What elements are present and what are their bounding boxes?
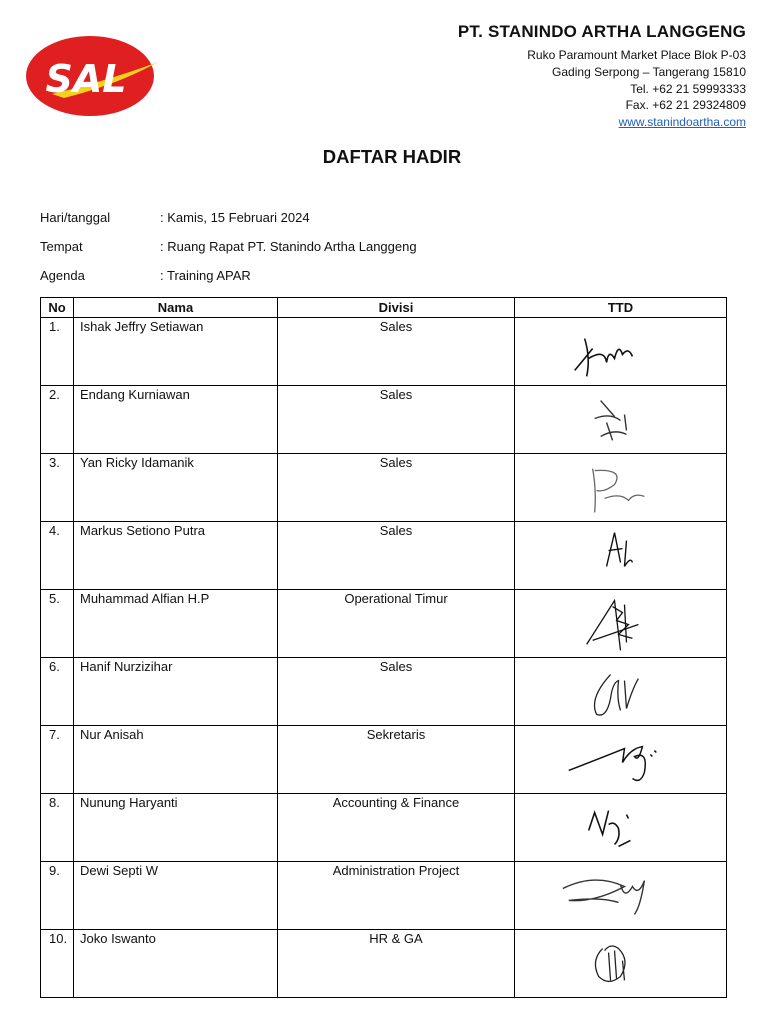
row-number: 6. <box>41 658 74 726</box>
company-address-1: Ruko Paramount Market Place Blok P-03 <box>527 48 746 62</box>
row-name: Hanif Nurzizihar <box>74 658 278 726</box>
row-number: 1. <box>41 318 74 386</box>
logo-text: SAL <box>45 57 127 101</box>
row-name: Joko Iswanto <box>74 930 278 998</box>
row-number: 2. <box>41 386 74 454</box>
row-number: 5. <box>41 590 74 658</box>
meeting-info-row <box>40 239 417 268</box>
company-header <box>458 22 746 131</box>
row-division: HR & GA <box>278 930 515 998</box>
header-ttd: TTD <box>515 298 727 318</box>
row-name: Yan Ricky Idamanik <box>74 454 278 522</box>
row-name: Endang Kurniawan <box>74 386 278 454</box>
signature-image <box>515 386 726 453</box>
company-tel: Tel. +62 21 59993333 <box>630 81 746 96</box>
table-row <box>41 658 727 726</box>
info-value-place: : Ruang Rapat PT. Stanindo Artha Langgeng <box>160 239 417 254</box>
row-division: Sales <box>278 318 515 386</box>
meeting-info-row <box>40 268 417 297</box>
row-name: Nunung Haryanti <box>74 794 278 862</box>
info-value-date: : Kamis, 15 Februari 2024 <box>160 210 310 225</box>
row-number: 3. <box>41 454 74 522</box>
row-name: Markus Setiono Putra <box>74 522 278 590</box>
row-division: Sales <box>278 658 515 726</box>
info-label-place: Tempat <box>40 239 83 254</box>
table-row <box>41 318 727 386</box>
header-nama: Nama <box>74 298 278 318</box>
signature-cell <box>515 522 727 590</box>
row-division: Sales <box>278 522 515 590</box>
row-number: 9. <box>41 862 74 930</box>
company-name: PT. STANINDO ARTHA LANGGENG <box>457 22 746 41</box>
row-number: 8. <box>41 794 74 862</box>
row-name: Nur Anisah <box>74 726 278 794</box>
row-division: Administration Project <box>278 862 515 930</box>
info-value-agenda: : Training APAR <box>160 268 251 283</box>
table-row <box>41 862 727 930</box>
signature-image <box>515 454 726 521</box>
signature-image <box>515 522 726 589</box>
row-division: Sales <box>278 386 515 454</box>
row-division: Accounting & Finance <box>278 794 515 862</box>
row-number: 7. <box>41 726 74 794</box>
signature-image <box>515 658 726 725</box>
row-number: 10. <box>41 930 74 998</box>
signature-image <box>515 318 726 385</box>
row-division: Sales <box>278 454 515 522</box>
row-name: Dewi Septi W <box>74 862 278 930</box>
signature-cell <box>515 386 727 454</box>
company-logo <box>24 32 164 120</box>
table-header-row <box>41 298 727 318</box>
signature-cell <box>515 454 727 522</box>
info-label-agenda: Agenda <box>40 268 85 283</box>
table-row <box>41 726 727 794</box>
table-row <box>41 794 727 862</box>
meeting-info-row <box>40 210 417 239</box>
row-name: Ishak Jeffry Setiawan <box>74 318 278 386</box>
meeting-info <box>40 210 417 297</box>
row-division: Operational Timur <box>278 590 515 658</box>
signature-image <box>515 930 726 997</box>
table-row <box>41 386 727 454</box>
header-no: No <box>41 298 74 318</box>
table-row <box>41 590 727 658</box>
info-label-date: Hari/tanggal <box>40 210 111 225</box>
signature-image <box>515 794 726 861</box>
row-division: Sekretaris <box>278 726 515 794</box>
signature-cell <box>515 590 727 658</box>
signature-cell <box>515 726 727 794</box>
table-row <box>41 522 727 590</box>
signature-cell <box>515 930 727 998</box>
table-row <box>41 454 727 522</box>
company-fax: Fax. +62 21 29324809 <box>625 98 746 113</box>
signature-cell <box>515 658 727 726</box>
signature-image <box>515 590 726 657</box>
company-address-2: Gading Serpong – Tangerang 15810 <box>552 64 746 79</box>
document-title: DAFTAR HADIR <box>322 146 462 167</box>
attendance-table <box>40 297 727 998</box>
table-row <box>41 930 727 998</box>
row-number: 4. <box>41 522 74 590</box>
signature-image <box>515 726 726 793</box>
signature-cell <box>515 794 727 862</box>
signature-cell <box>515 862 727 930</box>
row-name: Muhammad Alfian H.P <box>74 590 278 658</box>
signature-image <box>515 862 726 929</box>
company-website-link[interactable]: www.stanindoartha.com <box>618 115 746 130</box>
header-divisi: Divisi <box>278 298 515 318</box>
signature-cell <box>515 318 727 386</box>
